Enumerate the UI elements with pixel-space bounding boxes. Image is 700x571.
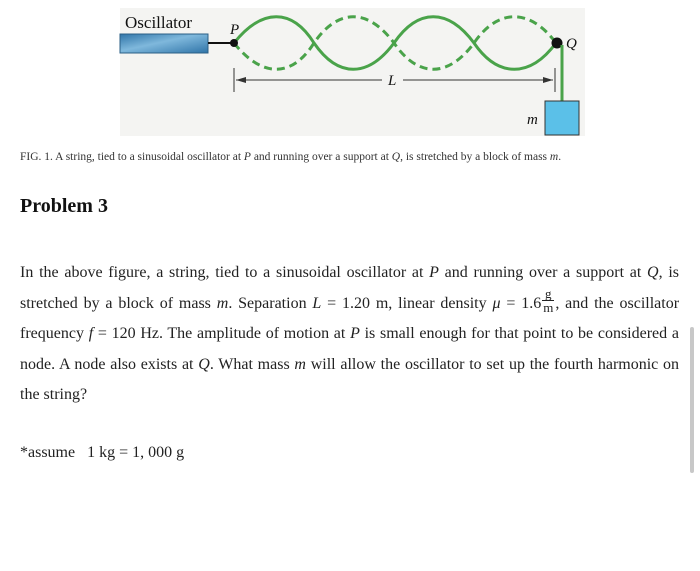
point-p-label: P (230, 22, 240, 38)
dimension-arrow-right (543, 77, 553, 83)
unit-fraction: $\frac{g}{m}$ (543, 286, 554, 316)
node-p-dot (230, 39, 238, 47)
assumption-note: *assume 1 kg = 1, 000 g (20, 444, 185, 461)
length-label: L (388, 73, 397, 89)
dimension-arrow-left (236, 77, 246, 83)
scrollbar-thumb[interactable] (690, 327, 694, 473)
mass-block (545, 101, 579, 135)
oscillator-box (120, 34, 208, 53)
oscillator-label: Oscillator (125, 13, 193, 32)
point-q-label: Q (566, 36, 577, 52)
figure-caption: FIG. 1. A string, tied to a sinusoidal oscillator at P and running over a support at Q, is stretched by a block of mass m. (20, 151, 562, 163)
string-wave-dashed (234, 17, 556, 70)
problem-title: Problem 3 (20, 195, 108, 217)
mass-label: m (527, 112, 538, 128)
problem-statement: In the above figure, a string, tied to a sinusoidal oscillator at P and running over a support at Q, is stretched by a block of mass m. Separation L = 1.20 m, linear density μ = 1.6 $\frac{g}{m}$ , and the oscillator frequency f = 120 Hz. The amplitude of motion at P is small enough for that point to be considered a node. A node also exists at Q. What mass m will allow the oscillator to set up the fourth harmonic on the string? (20, 264, 680, 403)
string-oscillator-figure (0, 0, 700, 140)
